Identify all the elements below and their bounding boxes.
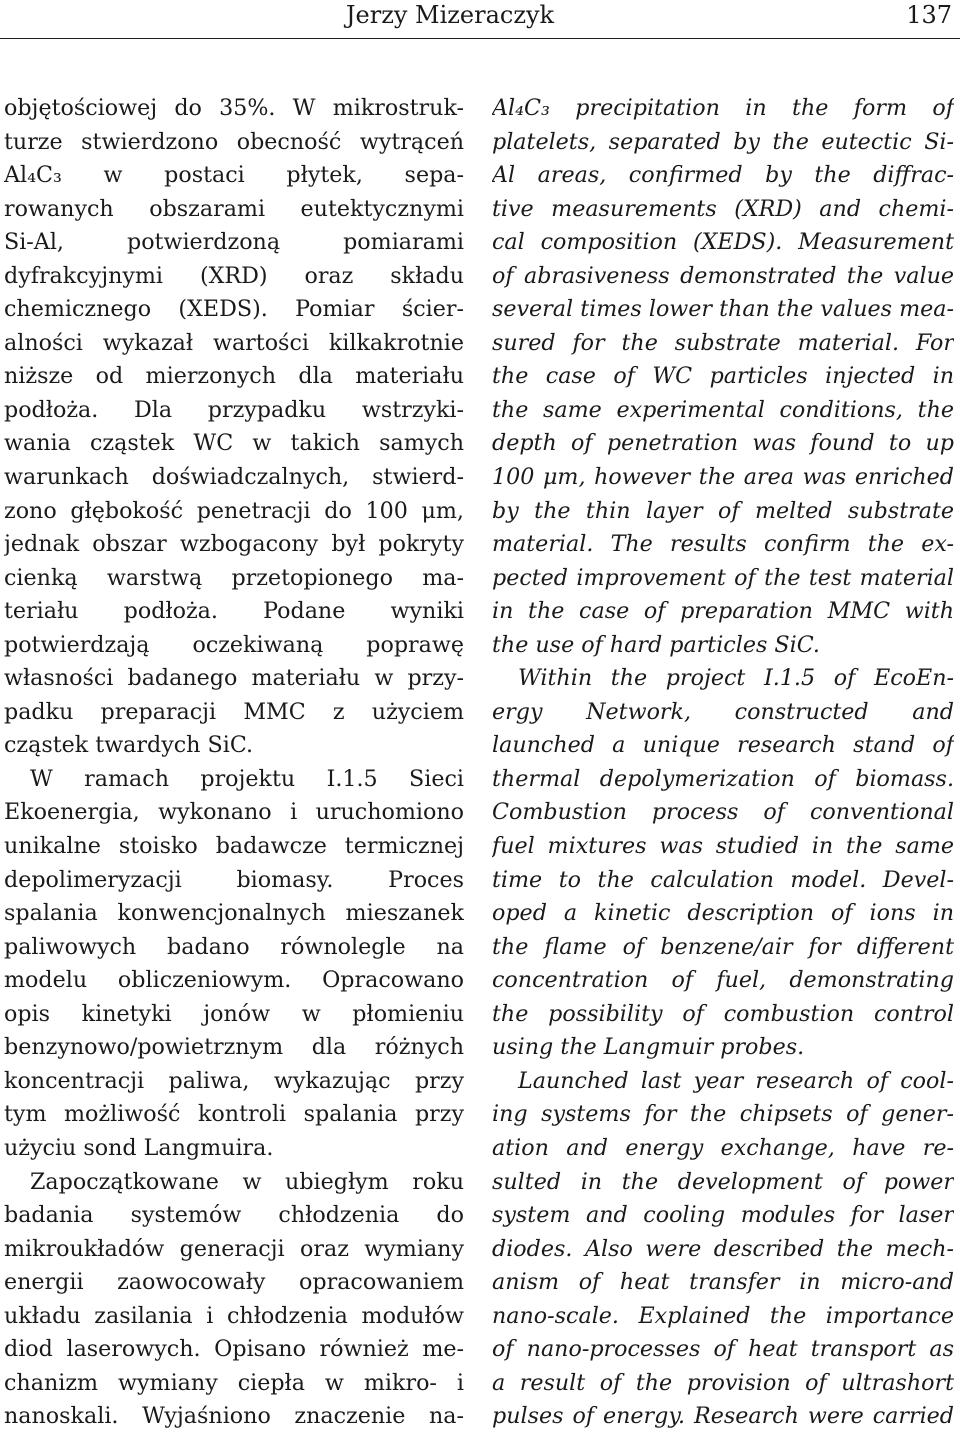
text-line: padku preparacji MMC z użyciem: [4, 698, 464, 725]
text-line: depth of penetration was found to up: [492, 430, 954, 457]
text-line: ing systems for the chipsets of gener-: [492, 1101, 954, 1128]
text-line: depolimeryzacji biomasy. Proces: [4, 866, 464, 893]
text-line: wania cząstek WC w takich samych: [4, 430, 464, 457]
text-line: Al₄C₃ w postaci płytek, sepa-: [4, 162, 464, 189]
text-line: cienką warstwą przetopionego ma-: [4, 564, 464, 591]
text-line: Si-Al, potwierdzoną pomiarami: [4, 229, 464, 256]
text-line: platelets, separated by the eutectic Si-: [492, 128, 954, 155]
text-line: anism of heat transfer in micro-and: [492, 1269, 954, 1296]
header-rule: [0, 38, 960, 39]
text-line: sulted in the development of power: [492, 1168, 954, 1195]
text-line: oped a kinetic description of ions in: [492, 900, 954, 927]
text-line: Al areas, confirmed by the diffrac-: [492, 162, 954, 189]
text-line: thermal depolymerization of biomass.: [492, 765, 954, 792]
text-line: cal composition (XEDS). Measurement: [492, 229, 954, 256]
text-line: pulses of energy. Research were carried: [492, 1403, 954, 1430]
text-line: ation and energy exchange, have re-: [492, 1134, 954, 1161]
text-line: podłoża. Dla przypadku wstrzyki-: [4, 396, 464, 423]
text-line: benzynowo/powietrznym dla różnych: [4, 1034, 464, 1061]
text-line: niższe od mierzonych dla materiału: [4, 363, 464, 390]
text-line: fuel mixtures was studied in the same: [492, 833, 954, 860]
text-line: of nano-processes of heat transport as: [492, 1336, 954, 1363]
text-line: ergy Network, constructed and: [492, 698, 954, 725]
page-number: 137: [906, 1, 952, 29]
text-line: in the case of preparation MMC with: [492, 598, 954, 625]
text-line: jednak obszar wzbogacony był pokryty: [4, 531, 464, 558]
text-line: spalania konwencjonalnych mieszanek: [4, 900, 464, 927]
text-line: a result of the provision of ultrashort: [492, 1369, 954, 1396]
text-line: chanizm wymiany ciepła w mikro- i: [4, 1369, 464, 1396]
text-line: teriału podłoża. Podane wyniki: [4, 598, 464, 625]
text-line: koncentracji paliwa, wykazując przy: [4, 1067, 464, 1094]
text-line: using the Langmuir probes.: [492, 1034, 805, 1061]
text-line: energii zaowocowały opracowaniem: [4, 1269, 464, 1296]
text-line: system and cooling modules for laser: [492, 1202, 954, 1229]
text-line: zono głębokość penetracji do 100 μm,: [4, 497, 464, 524]
text-line: rowanych obszarami eutektycznymi: [4, 195, 464, 222]
text-line: several times lower than the values mea-: [492, 296, 954, 323]
text-line: Launched last year research of cool-: [518, 1067, 954, 1094]
text-line: paliwowych badano równolegle na: [4, 933, 464, 960]
text-line: warunkach doświadczalnych, stwierd-: [4, 464, 464, 491]
text-line: of abrasiveness demonstrated the value: [492, 262, 954, 289]
polish-column: [4, 92, 464, 1442]
text-line: turze stwierdzono obecność wytrąceń: [4, 128, 464, 155]
text-line: W ramach projektu I.1.5 Sieci: [30, 765, 464, 792]
text-line: układu zasilania i chłodzenia modułów: [4, 1302, 464, 1329]
text-line: by the thin layer of melted substrate: [492, 497, 954, 524]
text-line: dyfrakcyjnymi (XRD) oraz składu: [4, 262, 464, 289]
text-line: sured for the substrate material. For: [492, 329, 954, 356]
text-line: the flame of benzene/air for different: [492, 933, 954, 960]
text-line: alności wykazał wartości kilkakrotnie: [4, 329, 464, 356]
text-line: unikalne stoisko badawcze termicznej: [4, 833, 464, 860]
text-line: mikroukładów generacji oraz wymiany: [4, 1235, 464, 1262]
text-line: Al₄C₃ precipitation in the form of: [492, 95, 954, 121]
text-line: cząstek twardych SiC.: [4, 732, 254, 759]
english-column: [492, 92, 954, 1442]
text-line: Within the project I.1.5 of EcoEn-: [518, 665, 954, 692]
text-line: the possibility of combustion control: [492, 1000, 954, 1027]
text-line: tive measurements (XRD) and chemi-: [492, 195, 954, 222]
text-line: the use of hard particles SiC.: [492, 631, 820, 658]
text-line: pected improvement of the test material: [492, 564, 954, 591]
text-line: the same experimental conditions, the: [492, 396, 954, 423]
text-line: the case of WC particles injected in: [492, 363, 954, 390]
text-line: nano-scale. Explained the importance: [492, 1302, 954, 1329]
text-line: opis kinetyki jonów w płomieniu: [4, 1000, 464, 1027]
text-line: modelu obliczeniowym. Opracowano: [4, 967, 464, 994]
text-line: diod laserowych. Opisano również me-: [4, 1336, 464, 1363]
text-line: Combustion process of conventional: [492, 799, 954, 826]
text-line: Zapoczątkowane w ubiegłym roku: [30, 1168, 464, 1195]
text-line: concentration of fuel, demonstrating: [492, 967, 954, 994]
text-line: Ekoenergia, wykonano i uruchomiono: [4, 799, 464, 826]
text-line: własności badanego materiału w przy-: [4, 665, 464, 692]
text-line: 100 μm, however the area was enriched: [492, 464, 954, 491]
text-line: chemicznego (XEDS). Pomiar ścier-: [4, 296, 464, 323]
text-line: launched a unique research stand of: [492, 732, 954, 759]
text-line: tym możliwość kontroli spalania przy: [4, 1101, 464, 1128]
text-line: objętościowej do 35%. W mikrostruk-: [4, 95, 464, 121]
text-line: time to the calculation model. Devel-: [492, 866, 954, 893]
text-line: diodes. Also were described the mech-: [492, 1235, 954, 1262]
text-line: nanoskali. Wyjaśniono znaczenie na-: [4, 1403, 464, 1430]
page-header: [0, 0, 960, 30]
text-line: potwierdzają oczekiwaną poprawę: [4, 631, 464, 658]
text-line: material. The results confirm the ex-: [492, 531, 954, 558]
running-head-author: Jerzy Mizeraczyk: [345, 1, 555, 29]
text-line: użyciu sond Langmuira.: [4, 1134, 274, 1161]
text-line: badania systemów chłodzenia do: [4, 1202, 464, 1229]
